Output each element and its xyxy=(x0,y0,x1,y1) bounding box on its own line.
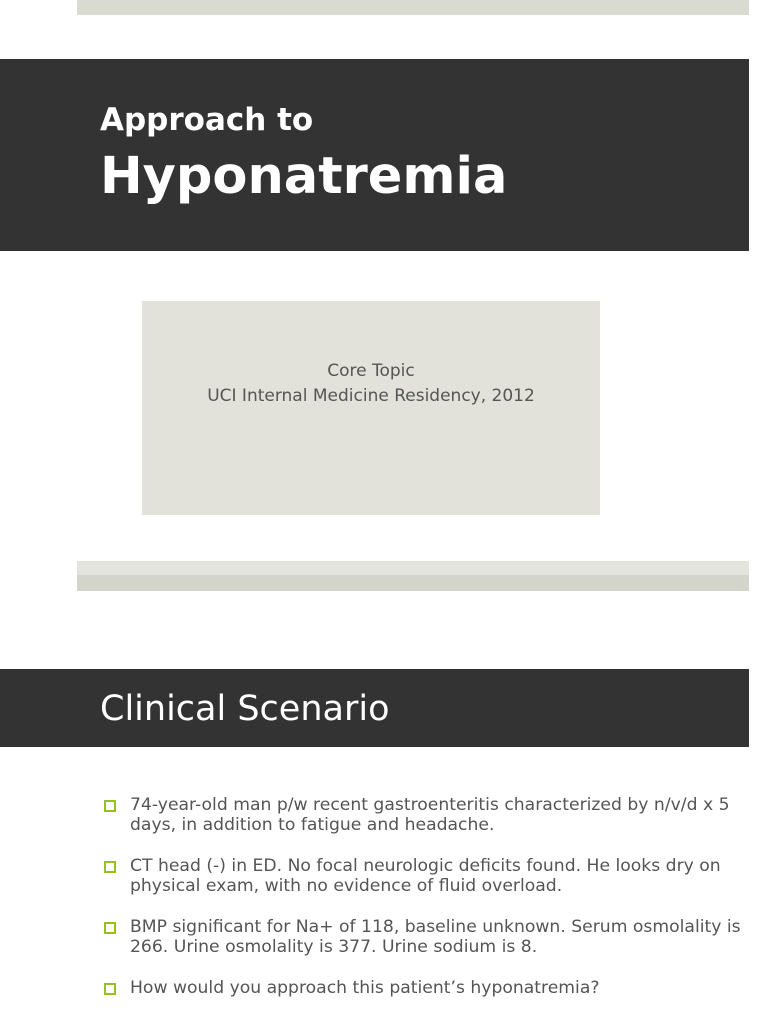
section-title: Clinical Scenario xyxy=(100,689,390,729)
bullet-item xyxy=(104,795,744,835)
square-bullet-icon xyxy=(104,800,116,812)
title-small: Approach to xyxy=(100,102,314,138)
square-bullet-icon xyxy=(104,861,116,873)
top-decorative-band xyxy=(77,0,749,15)
bullet-text: CT head (-) in ED. No focal neurologic deficits found. He looks dry on physical exam, with no evidence of fluid overload. xyxy=(130,856,721,896)
subtitle-box xyxy=(142,301,600,515)
bullet-item xyxy=(104,978,744,998)
divider-band-light xyxy=(77,561,749,575)
subtitle-line-topic: Core Topic xyxy=(327,361,415,381)
bullet-list xyxy=(104,795,744,1019)
square-bullet-icon xyxy=(104,922,116,934)
divider-band-dark xyxy=(77,575,749,591)
subtitle-line-program: UCI Internal Medicine Residency, 2012 xyxy=(207,386,535,406)
bullet-item xyxy=(104,917,744,957)
bullet-item xyxy=(104,856,744,896)
square-bullet-icon xyxy=(104,983,116,995)
bullet-text: BMP significant for Na+ of 118, baseline unknown. Serum osmolality is 266. Urine osmolality is 377. Urine sodium is 8. xyxy=(130,917,741,957)
bullet-text: 74-year-old man p/w recent gastroenteritis characterized by n/v/d x 5 days, in addition to fatigue and headache. xyxy=(130,795,730,835)
bullet-text: How would you approach this patient’s hyponatremia? xyxy=(130,978,600,998)
title-main: Hyponatremia xyxy=(100,147,508,206)
